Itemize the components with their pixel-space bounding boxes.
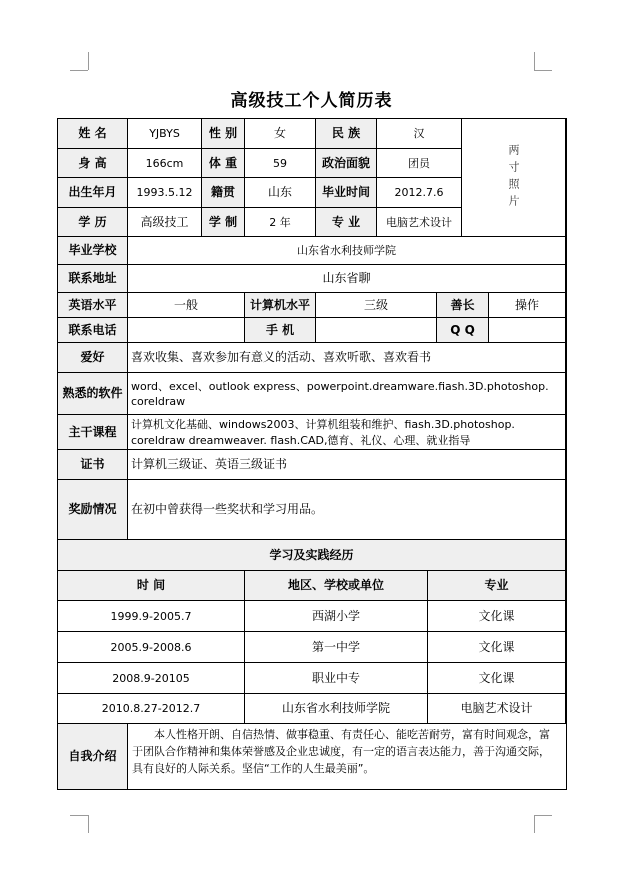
address-label: 联系地址	[58, 265, 128, 293]
education-label: 学 历	[58, 208, 128, 237]
courses-label: 主干课程	[58, 415, 128, 450]
weight-value: 59	[245, 149, 316, 178]
experience-section-title: 学习及实践经历	[58, 540, 566, 571]
intro-label: 自我介绍	[58, 724, 128, 789]
ethnic-label: 民 族	[316, 119, 377, 149]
crop-mark-top-right-h	[534, 70, 552, 71]
specialty-value: 操作	[489, 293, 566, 318]
award-label: 奖励情况	[58, 480, 128, 540]
experience-row-3-major: 文化课	[428, 663, 566, 694]
origin-label: 籍贯	[202, 178, 245, 208]
english-label: 英语水平	[58, 293, 128, 318]
height-label: 身 高	[58, 149, 128, 178]
software-label: 熟悉的软件	[58, 373, 128, 415]
experience-header-major: 专业	[428, 571, 566, 601]
crop-mark-top-right-v	[534, 52, 535, 70]
intro-value: 本人性格开朗、自信热情、做事稳重、有责任心、能吃苦耐劳，富有时间观念，富于团队合作精神和集体荣誉感及企业忠诚度，有一定的语言表达能力，善于沟通交际，具有良好的人际关系。坚信“工作的人生最美丽”。	[132, 728, 550, 775]
experience-row-1-major: 文化课	[428, 601, 566, 632]
computer-label: 计算机水平	[245, 293, 316, 318]
qq-label: Q Q	[437, 318, 489, 343]
gender-label: 性 别	[202, 119, 245, 149]
experience-row-3-place: 职业中专	[245, 663, 428, 694]
photo-text: 两寸照片	[507, 143, 520, 212]
resume-table	[57, 118, 567, 790]
experience-row-1-place: 西湖小学	[245, 601, 428, 632]
photo-placeholder	[462, 119, 566, 237]
cert-value: 计算机三级证、英语三级证书	[128, 450, 566, 480]
english-value: 一般	[128, 293, 245, 318]
experience-row-2-time: 2005.9-2008.6	[58, 632, 245, 663]
political-label: 政治面貌	[316, 149, 377, 178]
graduation-label: 毕业时间	[316, 178, 377, 208]
hobby-label: 爱好	[58, 343, 128, 373]
mobile-value	[316, 318, 437, 343]
phone-label: 联系电话	[58, 318, 128, 343]
crop-mark-bottom-left-h	[70, 815, 88, 816]
specialty-label: 善长	[437, 293, 489, 318]
computer-value: 三级	[316, 293, 437, 318]
phone-value	[128, 318, 245, 343]
mobile-label: 手 机	[245, 318, 316, 343]
software-value: word、excel、outlook express、powerpoint.dreamware.fiash.3D.photoshop. coreldraw	[128, 373, 566, 415]
crop-mark-top-left-v	[88, 52, 89, 70]
name-label: 姓 名	[58, 119, 128, 149]
school-value: 山东省水利技师学院	[128, 237, 566, 265]
weight-label: 体 重	[202, 149, 245, 178]
award-value: 在初中曾获得一些奖状和学习用品。	[128, 480, 566, 540]
political-value: 团员	[377, 149, 462, 178]
hobby-value: 喜欢收集、喜欢参加有意义的活动、喜欢听歌、喜欢看书	[128, 343, 566, 373]
qq-value	[489, 318, 566, 343]
experience-header-place: 地区、学校或单位	[245, 571, 428, 601]
crop-mark-bottom-right-v	[534, 815, 535, 833]
name-value: YJBYS	[128, 119, 202, 149]
education-value: 高级技工	[128, 208, 202, 237]
system-value: 2 年	[245, 208, 316, 237]
ethnic-value: 汉	[377, 119, 462, 149]
experience-row-4-time: 2010.8.27-2012.7	[58, 694, 245, 724]
crop-mark-bottom-left-v	[88, 815, 89, 833]
origin-value: 山东	[245, 178, 316, 208]
system-label: 学 制	[202, 208, 245, 237]
experience-row-4-place: 山东省水利技师学院	[245, 694, 428, 724]
birth-label: 出生年月	[58, 178, 128, 208]
experience-row-2-major: 文化课	[428, 632, 566, 663]
graduation-value: 2012.7.6	[377, 178, 462, 208]
cert-label: 证书	[58, 450, 128, 480]
experience-row-4-major: 电脑艺术设计	[428, 694, 566, 724]
birth-value: 1993.5.12	[128, 178, 202, 208]
major-value: 电脑艺术设计	[377, 208, 462, 237]
school-label: 毕业学校	[58, 237, 128, 265]
major-label: 专 业	[316, 208, 377, 237]
experience-header-time: 时 间	[58, 571, 245, 601]
height-value: 166cm	[128, 149, 202, 178]
gender-value: 女	[245, 119, 316, 149]
experience-row-3-time: 2008.9-20105	[58, 663, 245, 694]
document-title: 高级技工个人简历表	[230, 91, 393, 111]
crop-mark-top-left-h	[70, 70, 88, 71]
address-value: 山东省聊	[128, 265, 566, 293]
experience-row-1-time: 1999.9-2005.7	[58, 601, 245, 632]
crop-mark-bottom-right-h	[534, 815, 552, 816]
experience-row-2-place: 第一中学	[245, 632, 428, 663]
courses-value: 计算机文化基础、windows2003、计算机组装和维护、fiash.3D.photoshop. coreldraw dreamweaver. flash.CAD,德育、礼仪、心理、就业指导	[128, 415, 566, 450]
